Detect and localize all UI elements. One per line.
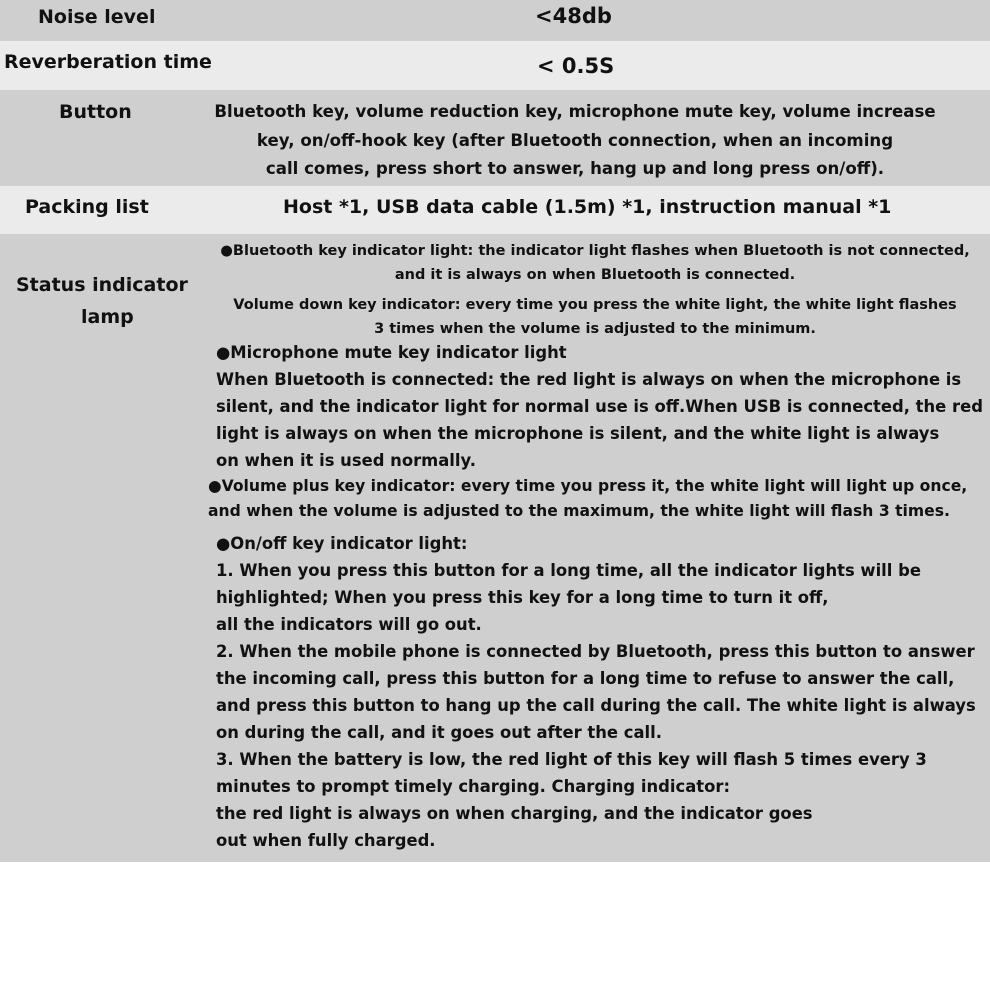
mic-mute-indicator-text xyxy=(216,339,983,474)
text-line: and it is always on when Bluetooth is connected. xyxy=(394,267,796,283)
button-description xyxy=(160,98,990,184)
text-line: highlighted; When you press this key for a long time to turn it off, xyxy=(216,588,829,607)
volume-plus-indicator-text xyxy=(208,474,967,524)
text-line: and when the volume is adjusted to the maximum, the white light will flash 3 times. xyxy=(208,502,950,520)
volume-down-indicator-text xyxy=(200,293,990,341)
text-line: ●Bluetooth key indicator light: the indicator light flashes when Bluetooth is not connected, xyxy=(220,243,970,259)
text-line: 3. When the battery is low, the red light of this key will flash 5 times every 3 xyxy=(216,750,927,769)
text-line: all the indicators will go out. xyxy=(216,615,482,634)
onoff-indicator-text xyxy=(216,530,976,854)
row-reverberation-time xyxy=(0,41,990,90)
bluetooth-indicator-text xyxy=(200,239,990,287)
text-line: minutes to prompt timely charging. Charging indicator: xyxy=(216,777,730,796)
text-line: out when fully charged. xyxy=(216,831,436,850)
text-line: Volume down key indicator: every time you press the white light, the white light flashes xyxy=(233,297,957,313)
text-line: and press this button to hang up the call during the call. The white light is always xyxy=(216,696,976,715)
button-label: Button xyxy=(59,101,132,123)
text-line: on when it is used normally. xyxy=(216,451,476,470)
text-line: ●Microphone mute key indicator light xyxy=(216,343,567,362)
text-line: 2. When the mobile phone is connected by Bluetooth, press this button to answer xyxy=(216,642,975,661)
text-line: 1. When you press this button for a long time, all the indicator lights will be xyxy=(216,561,921,580)
text-line: 3 times when the volume is adjusted to the minimum. xyxy=(374,321,816,337)
button-description-line: key, on/off-hook key (after Bluetooth connection, when an incoming xyxy=(256,130,894,150)
row-status-indicator xyxy=(0,234,990,862)
row-packing-list xyxy=(0,186,990,234)
status-indicator-label: Status indicator xyxy=(16,274,188,296)
text-line: ●Volume plus key indicator: every time you press it, the white light will light up once, xyxy=(208,477,968,495)
text-line: ●On/off key indicator light: xyxy=(216,534,468,553)
row-noise-level xyxy=(0,0,990,41)
reverberation-time-value: < 0.5S xyxy=(537,54,615,78)
packing-list-value: Host *1, USB data cable (1.5m) *1, instruction manual *1 xyxy=(283,196,892,218)
noise-level-label: Noise level xyxy=(38,6,156,28)
text-line: on during the call, and it goes out after the call. xyxy=(216,723,662,742)
button-description-line: Bluetooth key, volume reduction key, microphone mute key, volume increase xyxy=(214,102,936,121)
status-indicator-label-cont: lamp xyxy=(81,306,134,328)
reverberation-time-label: Reverberation time xyxy=(4,51,212,73)
row-button xyxy=(0,90,990,186)
text-line: silent, and the indicator light for normal use is off.When USB is connected, the red xyxy=(216,397,983,416)
packing-list-label: Packing list xyxy=(25,196,149,218)
button-description-line: call comes, press short to answer, hang up and long press on/off). xyxy=(265,159,885,178)
text-line: the red light is always on when charging, and the indicator goes xyxy=(216,804,813,823)
noise-level-value: <48db xyxy=(535,4,612,28)
text-line: light is always on when the microphone is silent, and the white light is always xyxy=(216,424,940,443)
text-line: When Bluetooth is connected: the red light is always on when the microphone is xyxy=(216,370,962,389)
text-line: the incoming call, press this button for a long time to refuse to answer the call, xyxy=(216,669,955,688)
